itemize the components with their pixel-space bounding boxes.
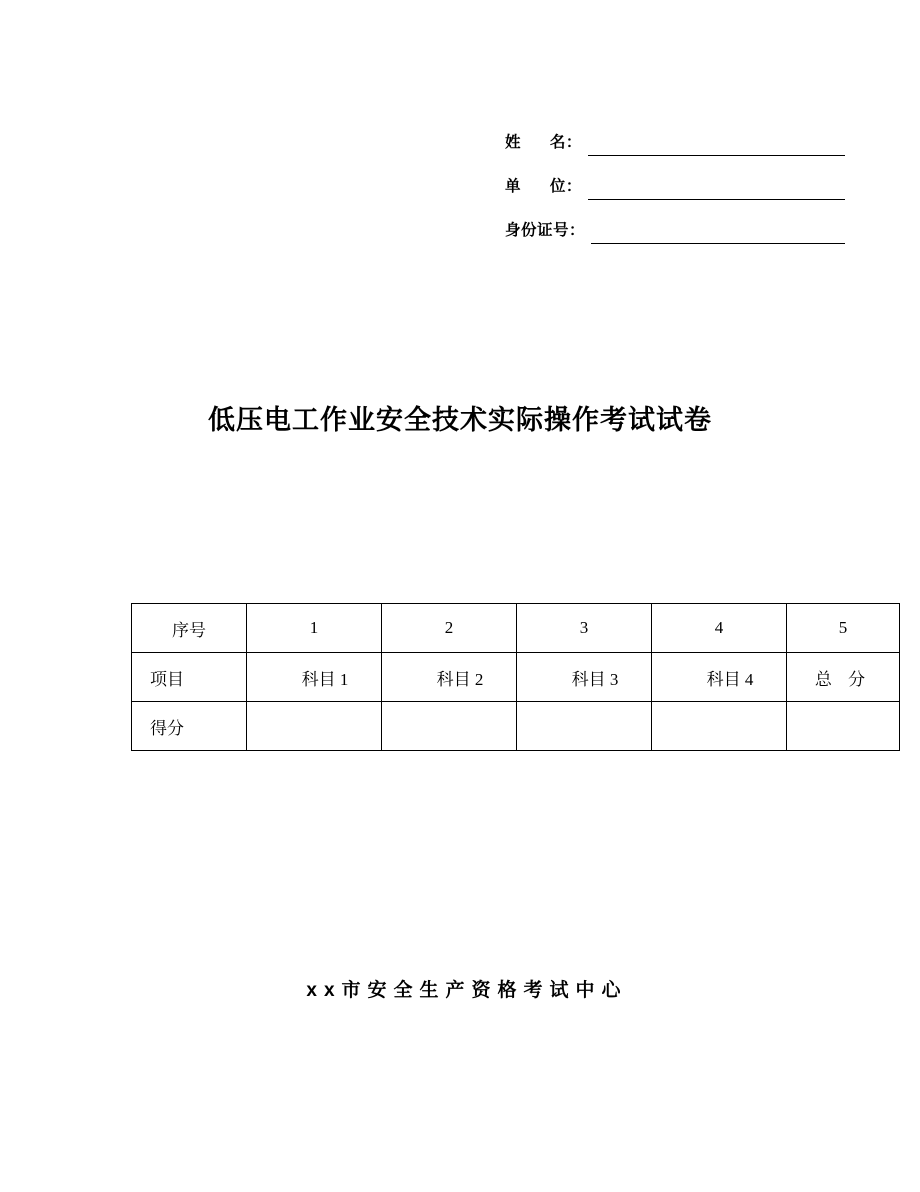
table-row bbox=[132, 702, 900, 751]
name-field-input[interactable] bbox=[588, 133, 845, 156]
item-cell-1: 科目 1 bbox=[247, 653, 382, 702]
item-cell-4: 科目 4 bbox=[652, 653, 787, 702]
identification-fields bbox=[505, 112, 845, 244]
field-row-name bbox=[505, 112, 845, 156]
sequence-cell-4: 4 bbox=[652, 604, 787, 653]
score-cell-4[interactable] bbox=[652, 702, 787, 751]
name-field-label: 姓 名： bbox=[505, 134, 582, 151]
row-header-item: 项目 bbox=[132, 653, 247, 702]
item-cell-2: 科目 2 bbox=[382, 653, 517, 702]
row-header-sequence: 序号 bbox=[132, 604, 247, 653]
score-cell-1[interactable] bbox=[247, 702, 382, 751]
field-row-id-number bbox=[505, 200, 845, 244]
unit-field-input[interactable] bbox=[588, 177, 845, 200]
sequence-cell-5: 5 bbox=[787, 604, 900, 653]
page-title: 低压电工作业安全技术实际操作考试试卷 bbox=[208, 405, 712, 435]
id-number-field-label: 身份证号： bbox=[505, 222, 586, 239]
sequence-cell-3: 3 bbox=[517, 604, 652, 653]
item-cell-total: 总 分 bbox=[787, 653, 900, 702]
score-cell-3[interactable] bbox=[517, 702, 652, 751]
unit-field-label: 单 位： bbox=[505, 178, 582, 195]
score-table bbox=[131, 603, 900, 751]
score-cell-2[interactable] bbox=[382, 702, 517, 751]
item-cell-3: 科目 3 bbox=[517, 653, 652, 702]
id-number-field-input[interactable] bbox=[591, 221, 845, 244]
sequence-cell-2: 2 bbox=[382, 604, 517, 653]
row-header-score: 得分 bbox=[132, 702, 247, 751]
sequence-cell-1: 1 bbox=[247, 604, 382, 653]
table-row bbox=[132, 653, 900, 702]
field-row-unit bbox=[505, 156, 845, 200]
footer-organization: xx市安全生产资格考试中心 bbox=[306, 980, 628, 1001]
table-row bbox=[132, 604, 900, 653]
score-cell-total[interactable] bbox=[787, 702, 900, 751]
